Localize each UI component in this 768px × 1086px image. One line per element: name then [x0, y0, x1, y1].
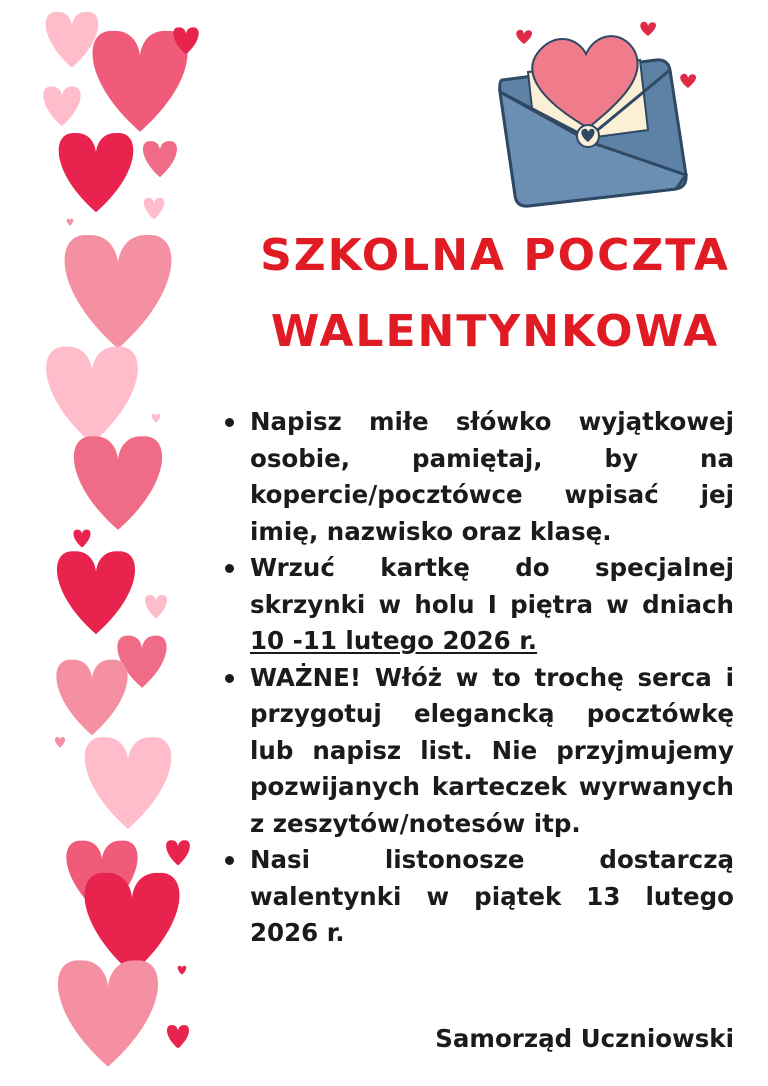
heart-icon [55, 737, 65, 748]
list-item-text: WAŻNE! Włóż w to trochę serca i przygotuj elegancką pocztówkę lub napisz list. Nie przyjmujemy pozwijanych karteczek wyrwanych z zeszytów/notesów itp. [250, 662, 734, 838]
heart-icon [43, 86, 80, 126]
heart-icon [144, 198, 164, 220]
heart-icon [58, 960, 158, 1066]
list-item-text: Napisz miłe słówko wyjątkowej osobie, pamiętaj, by na kopercie/pocztówce wpisać jej imię, nazwisko oraz klasę. [250, 407, 734, 546]
heart-icon [46, 12, 99, 68]
heart-icon [92, 31, 187, 132]
bullet-icon [225, 418, 234, 427]
heart-icon [59, 133, 134, 212]
heart-icon [84, 873, 179, 974]
signature: Samorząd Uczniowski [435, 1024, 734, 1053]
heart-icon [67, 219, 74, 226]
envelope-heart-icon [480, 10, 700, 210]
heart-icon [56, 660, 127, 736]
heart-icon [152, 414, 160, 423]
bullet-icon [225, 856, 234, 865]
heart-icon [46, 347, 138, 444]
list-item-text: Wrzuć kartkę do specjalnej skrzynki w holu I piętra w dniach [250, 553, 734, 619]
list-item-text: Nasi listonosze dostarczą walentynki w piątek 13 lutego 2026 r. [250, 845, 734, 947]
heart-icon [57, 551, 135, 634]
heart-icon [74, 530, 91, 548]
collection-dates: 10 -11 lutego 2026 r. [250, 626, 538, 655]
instructions-list [222, 404, 734, 952]
bullet-icon [225, 564, 234, 573]
heart-icon [85, 737, 172, 829]
heart-icon [167, 1025, 189, 1048]
heart-icon [74, 436, 162, 530]
list-item [222, 660, 734, 843]
heart-icon [166, 840, 190, 865]
list-item [222, 550, 734, 660]
list-item [222, 842, 734, 952]
bullet-icon [225, 674, 234, 683]
list-item [222, 404, 734, 550]
heart-icon [145, 595, 167, 618]
page-title-line-1: SZKOLNA POCZTA [260, 230, 730, 281]
heart-icon [143, 141, 177, 177]
heart-icon [178, 966, 186, 975]
page-title-line-2: WALENTYNKOWA [270, 306, 720, 357]
heart-icon [65, 235, 172, 348]
